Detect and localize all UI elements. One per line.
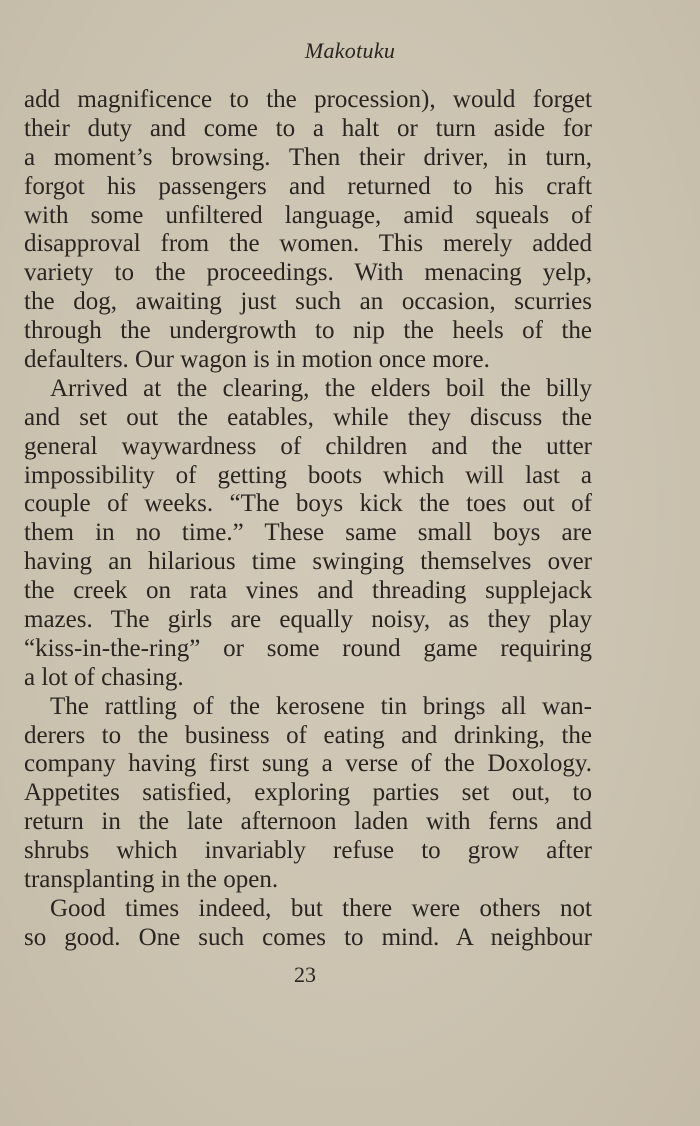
page-number: 23 — [294, 962, 316, 987]
text-line: so good. One such comes to mind. A neighbour — [24, 923, 592, 951]
text-line: a lot of chasing. — [24, 663, 184, 691]
text-line: forgot his passengers and returned to his craft — [24, 172, 592, 200]
text-line: a moment’s browsing. Then their driver, in turn, — [24, 143, 592, 171]
text-line: variety to the proceedings. With menacing yelp, — [24, 259, 592, 287]
text-line: disapproval from the women. This merely added — [24, 230, 592, 258]
text-line: return in the late afternoon laden with ferns and — [24, 808, 592, 836]
text-line: defaulters. Our wagon is in motion once more. — [24, 346, 490, 374]
text-line: couple of weeks. “The boys kick the toes out of — [24, 490, 592, 518]
text-line: add magnificence to the procession), would forget — [24, 86, 592, 113]
text-line: Appetites satisfied, exploring parties set out, to — [24, 779, 592, 807]
text-line: and set out the eatables, while they discuss the — [24, 403, 592, 431]
text-line: them in no time.” These same small boys are — [24, 519, 592, 547]
text-line: company having first sung a verse of the Doxology. — [24, 750, 592, 778]
text-line: mazes. The girls are equally noisy, as they play — [24, 606, 592, 634]
text-line: their duty and come to a halt or turn aside for — [24, 114, 592, 142]
text-line: general waywardness of children and the utter — [24, 432, 592, 460]
text-line: Arrived at the clearing, the elders boil the billy — [50, 374, 592, 402]
text-line: derers to the business of eating and drinking, the — [24, 721, 592, 749]
running-head: Makotuku — [304, 38, 396, 63]
text-line: the creek on rata vines and threading supplejack — [24, 577, 592, 605]
text-line: impossibility of getting boots which will last a — [24, 461, 592, 489]
text-line: shrubs which invariably refuse to grow after — [24, 837, 592, 865]
text-line: Good times indeed, but there were others not — [50, 894, 592, 922]
text-line: transplanting in the open. — [24, 866, 279, 894]
text-line: “kiss-in-the-ring” or some round game requiring — [24, 634, 592, 662]
text-line: through the undergrowth to nip the heels of the — [24, 317, 592, 345]
text-line: the dog, awaiting just such an occasion, scurries — [24, 288, 592, 316]
text-line: The rattling of the kerosene tin brings all wan- — [50, 692, 592, 720]
text-line: with some unfiltered language, amid squeals of — [24, 201, 592, 229]
text-line: having an hilarious time swinging themselves over — [24, 548, 592, 576]
body-text — [24, 86, 592, 953]
